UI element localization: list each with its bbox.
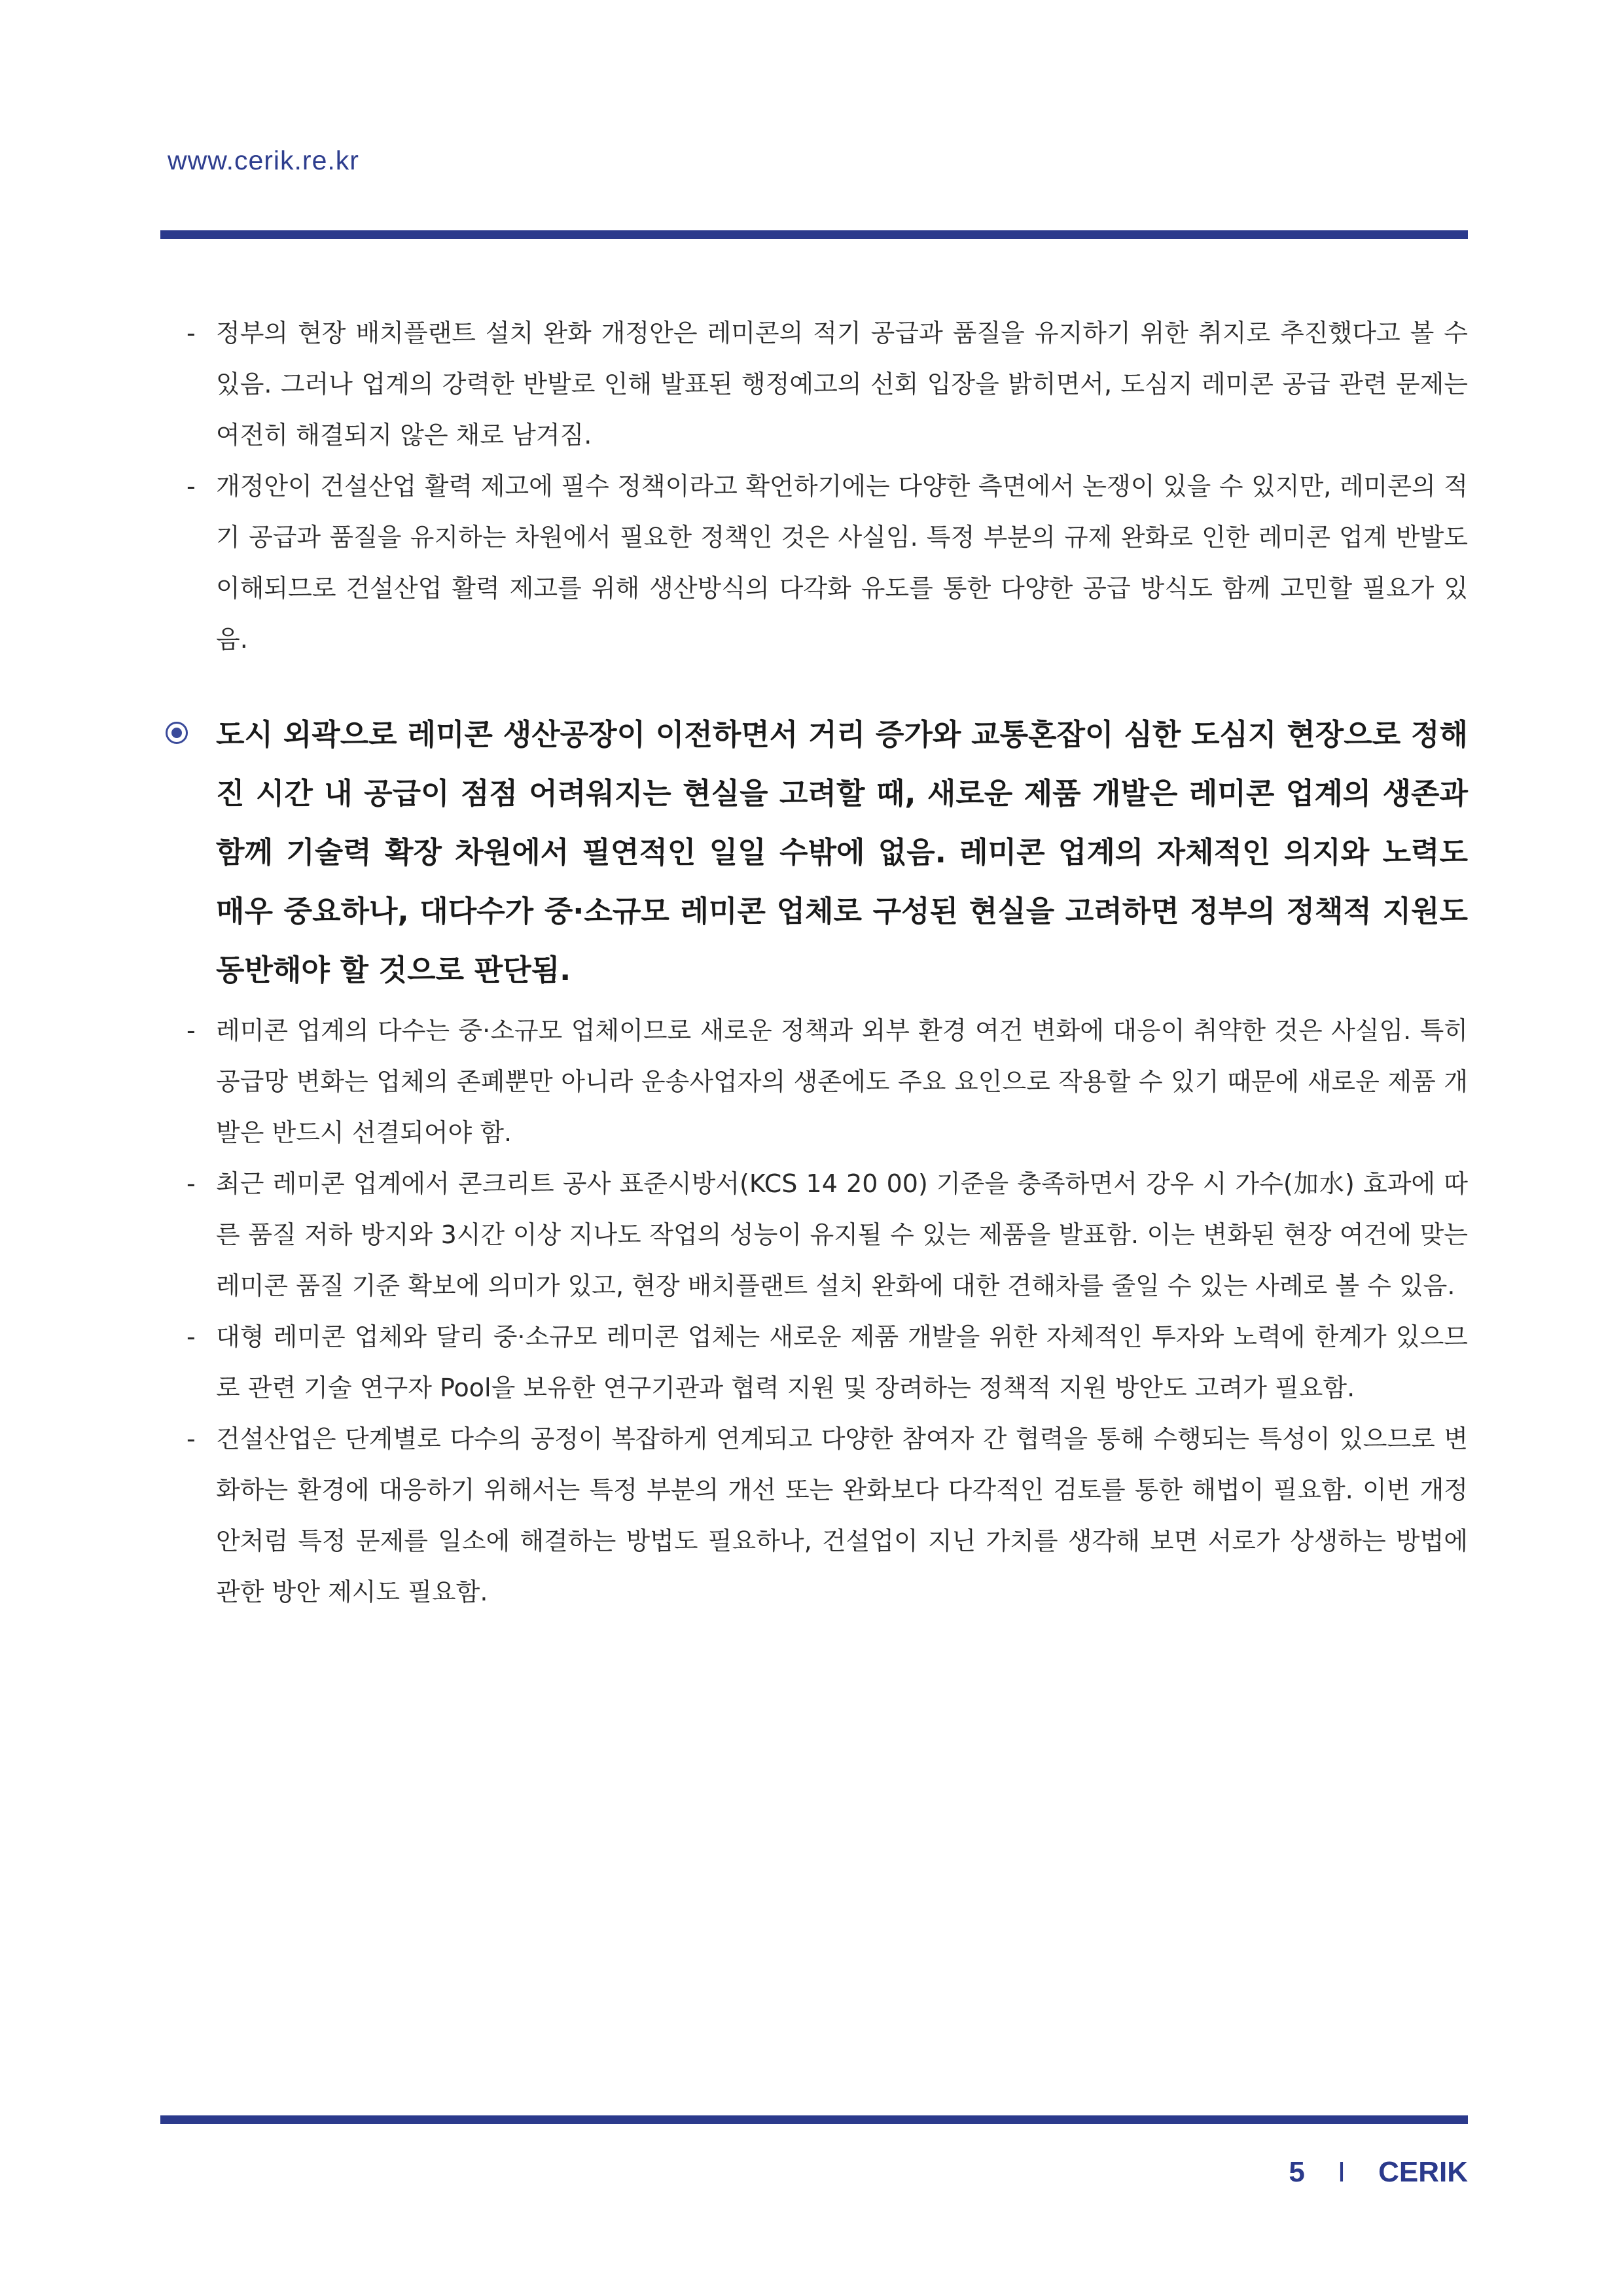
section1-list <box>160 308 1468 665</box>
target-bullet-icon <box>166 722 188 744</box>
header-rule <box>160 230 1468 239</box>
section2-headline: 도시 외곽으로 레미콘 생산공장이 이전하면서 거리 증가와 교통혼잡이 심한 도심지 현장으로 정해진 시간 내 공급이 점점 어려워지는 현실을 고려할 때, 새로운 제품 개발은 레미콘 업계의 생존과 함께 기술력 확장 차원에서 필연적인 일일 수밖에 없음. 레미콘 업계의 자체적인 의지와 노력도 매우 중요하나, 대다수가 중·소규모 레미콘 업체로 구성된 현실을 고려하면 정부의 정책적 지원도 동반해야 할 것으로 판단됨. <box>160 705 1468 1000</box>
footer-rule <box>160 2115 1468 2124</box>
list-item: - 대형 레미콘 업체와 달리 중·소규모 레미콘 업체는 새로운 제품 개발을 위한 자체적인 투자와 노력에 한계가 있으므로 관련 기술 연구자 Pool을 보유한 연구기관과 협력 지원 및 장려하는 정책적 지원 방안도 고려가 필요함. <box>187 1322 1468 1402</box>
brand-name: CERIK <box>1378 2156 1468 2188</box>
main-content <box>160 308 1468 1617</box>
list-item: - 개정안이 건설산업 활력 제고에 필수 정책이라고 확언하기에는 다양한 측면에서 논쟁이 있을 수 있지만, 레미콘의 적기 공급과 품질을 유지하는 차원에서 필요한 정책인 것은 사실임. 특정 부분의 규제 완화로 인한 레미콘 업계 반발도 이해되므로 건설산업 활력 제고를 위해 생산방식의 다각화 유도를 통한 다양한 공급 방식도 함께 고민할 필요가 있음. <box>187 472 1468 654</box>
section2-list <box>160 1005 1468 1617</box>
page-number: 5 <box>1289 2156 1305 2188</box>
list-item: - 레미콘 업계의 다수는 중·소규모 업체이므로 새로운 정책과 외부 환경 여건 변화에 대응이 취약한 것은 사실임. 특히 공급망 변화는 업체의 존폐뿐만 아니라 운송사업자의 생존에도 주요 요인으로 작용할 수 있기 때문에 새로운 제품 개발은 반드시 선결되어야 함. <box>187 1016 1468 1147</box>
list-item: - 건설산업은 단계별로 다수의 공정이 복잡하게 연계되고 다양한 참여자 간 협력을 통해 수행되는 특성이 있으므로 변화하는 환경에 대응하기 위해서는 특정 부분의 개선 또는 완화보다 다각적인 검토를 통한 해법이 필요함. 이번 개정안처럼 특정 문제를 일소에 해결하는 방법도 필요하나, 건설업이 지닌 가치를 생각해 보면 서로가 상생하는 방법에 관한 방안 제시도 필요함. <box>187 1424 1468 1606</box>
footer-separator: I <box>1337 2156 1346 2188</box>
site-url: www.cerik.re.kr <box>168 145 359 175</box>
page-footer <box>1289 2156 1468 2189</box>
list-item: - 최근 레미콘 업계에서 콘크리트 공사 표준시방서(KCS 14 20 00) 기준을 충족하면서 강우 시 가수(加水) 효과에 따른 품질 저하 방지와 3시간 이상 지나도 작업의 성능이 유지될 수 있는 제품을 발표함. 이는 변화된 현장 여건에 맞는 레미콘 품질 기준 확보에 의미가 있고, 현장 배치플랜트 설치 완화에 대한 견해차를 줄일 수 있는 사례로 볼 수 있음. <box>187 1169 1468 1300</box>
list-item: - 정부의 현장 배치플랜트 설치 완화 개정안은 레미콘의 적기 공급과 품질을 유지하기 위한 취지로 추진했다고 볼 수 있음. 그러나 업계의 강력한 반발로 인해 발표된 행정예고의 선회 입장을 밝히면서, 도심지 레미콘 공급 관련 문제는 여전히 해결되지 않은 채로 남겨짐. <box>187 319 1468 450</box>
